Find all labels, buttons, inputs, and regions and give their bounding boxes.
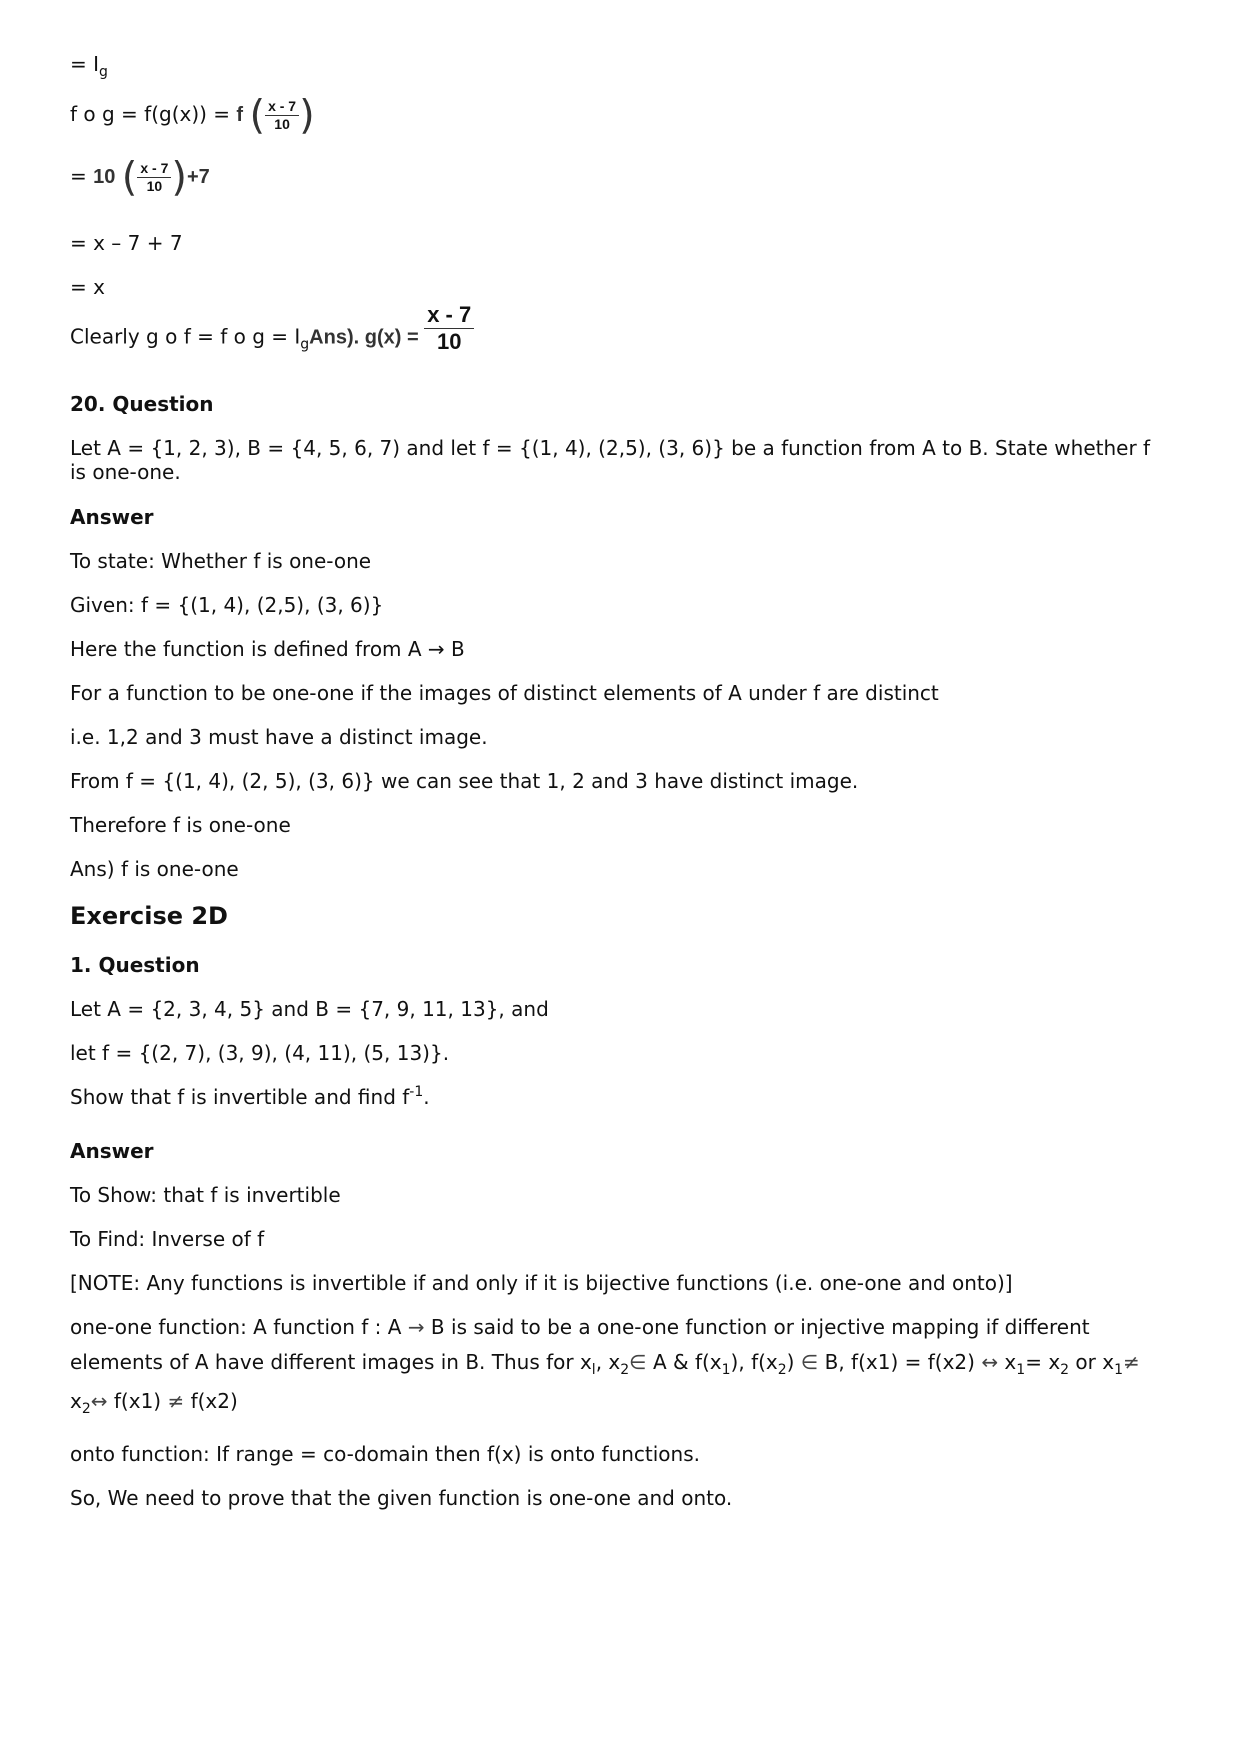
fraction-numerator: x - 7 — [265, 98, 299, 116]
iff-arrow-icon: ↔ — [90, 1389, 108, 1413]
line-text: B is said to be a one-one function or injective mapping if different — [424, 1315, 1090, 1339]
subscript: 2 — [1060, 1362, 1070, 1378]
question-text — [70, 1085, 1170, 1109]
line-text: f o g = f(g(x)) = — [70, 101, 237, 126]
line-simplify: = x – 7 + 7 — [70, 231, 183, 255]
line-text: . — [423, 1085, 430, 1109]
answer-line — [70, 1389, 1170, 1417]
superscript: -1 — [409, 1084, 424, 1100]
subscript: l — [591, 1362, 596, 1378]
line-text: , x — [595, 1350, 621, 1374]
not-equal-icon: ≠ — [167, 1389, 185, 1413]
answer-line: Therefore f is one-one — [70, 813, 291, 837]
line-text: B, f(x1) = f(x2) — [818, 1350, 982, 1374]
answer-heading: Answer — [70, 1139, 154, 1163]
line-identity — [70, 52, 1170, 80]
subscript: 2 — [777, 1362, 787, 1378]
fraction — [137, 160, 171, 195]
fraction-denominator: 10 — [274, 115, 290, 132]
subscript: 1 — [1114, 1362, 1124, 1378]
line-text: ) — [786, 1350, 801, 1374]
line-text: x — [70, 1389, 82, 1413]
subscript: g — [300, 336, 310, 353]
line-text: or x — [1069, 1350, 1115, 1374]
line-text: ), f(x — [730, 1350, 778, 1374]
answer-line: Ans) f is one-one — [70, 857, 239, 881]
line-text: f(x1) — [107, 1389, 168, 1413]
math-plus-seven: +7 — [186, 165, 210, 188]
line-text: f(x2) — [184, 1389, 238, 1413]
arrow-icon: → — [407, 1315, 425, 1339]
element-of-icon: ∈ — [800, 1350, 819, 1374]
math-ten: 10 — [93, 165, 116, 188]
fraction-numerator: x - 7 — [137, 160, 171, 178]
line-text: Show that f is invertible and find f — [70, 1085, 410, 1109]
line-text: elements of A have different images in B. Thus for x — [70, 1350, 592, 1374]
answer-label: Ans). g(x) = — [309, 326, 425, 349]
answer-line: onto function: If range = co-domain then f(x) is onto functions. — [70, 1442, 700, 1466]
line-text: A & f(x — [646, 1350, 722, 1374]
answer-line: Given: f = {(1, 4), (2,5), (3, 6)} — [70, 593, 384, 617]
not-equal-icon: ≠ — [1123, 1350, 1140, 1374]
answer-heading: Answer — [70, 505, 154, 529]
subscript: 2 — [81, 1401, 91, 1417]
subscript: 2 — [620, 1362, 630, 1378]
question-text: Let A = {2, 3, 4, 5} and B = {7, 9, 11, 13}, and — [70, 997, 549, 1021]
right-paren: ) — [171, 154, 187, 201]
line-fog — [70, 92, 1170, 139]
answer-line: i.e. 1,2 and 3 must have a distinct image. — [70, 725, 488, 749]
subscript: g — [99, 64, 108, 80]
line-text: = — [70, 163, 94, 188]
answer-line: To state: Whether f is one-one — [70, 549, 372, 573]
line-text: = I — [70, 52, 100, 76]
answer-fraction — [424, 302, 474, 356]
question-heading: 1. Question — [70, 953, 200, 977]
line-substitution — [70, 154, 1170, 201]
line-text: x — [998, 1350, 1017, 1374]
line-clearly — [70, 302, 1170, 356]
question-heading: 20. Question — [70, 392, 214, 416]
answer-line: To Find: Inverse of f — [70, 1227, 265, 1251]
fraction — [265, 98, 299, 133]
element-of-icon: ∈ — [629, 1350, 647, 1374]
answer-line: From f = {(1, 4), (2, 5), (3, 6)} we can see that 1, 2 and 3 have distinct image. — [70, 769, 859, 793]
answer-line: To Show: that f is invertible — [70, 1183, 341, 1207]
answer-line: For a function to be one-one if the images of distinct elements of A under f are distinct — [70, 681, 939, 705]
answer-line: [NOTE: Any functions is invertible if and only if it is bijective functions (i.e. one-one and onto)] — [70, 1271, 1013, 1295]
math-f: f — [236, 103, 244, 126]
answer-line — [70, 1350, 1170, 1378]
question-text: let f = {(2, 7), (3, 9), (4, 11), (5, 13)}. — [70, 1041, 450, 1065]
answer-line: Here the function is defined from A → B — [70, 637, 465, 661]
fraction-denominator: 10 — [146, 177, 163, 194]
fraction-numerator: x - 7 — [424, 302, 474, 329]
left-paren: ( — [249, 92, 266, 139]
line-text: = x — [1025, 1350, 1061, 1374]
fraction-denominator: 10 — [436, 329, 462, 355]
iff-arrow-icon: ↔ — [981, 1350, 999, 1374]
question-text: Let A = {1, 2, 3), B = {4, 5, 6, 7) and let f = {(1, 4), (2,5), (3, 6)} be a function from A to B. State whether f is one-one. — [70, 436, 1151, 484]
line-text: Clearly g o f = f o g = I — [70, 324, 301, 349]
answer-line: So, We need to prove that the given function is one-one and onto. — [70, 1486, 733, 1510]
line-text: one-one function: A function f : A — [70, 1315, 408, 1339]
right-paren: ) — [299, 92, 315, 139]
line-result: = x — [70, 275, 105, 299]
section-heading: Exercise 2D — [70, 902, 228, 930]
subscript: 1 — [1016, 1362, 1026, 1378]
answer-line — [70, 1315, 1170, 1339]
subscript: 1 — [721, 1362, 731, 1378]
left-paren: ( — [121, 154, 138, 201]
